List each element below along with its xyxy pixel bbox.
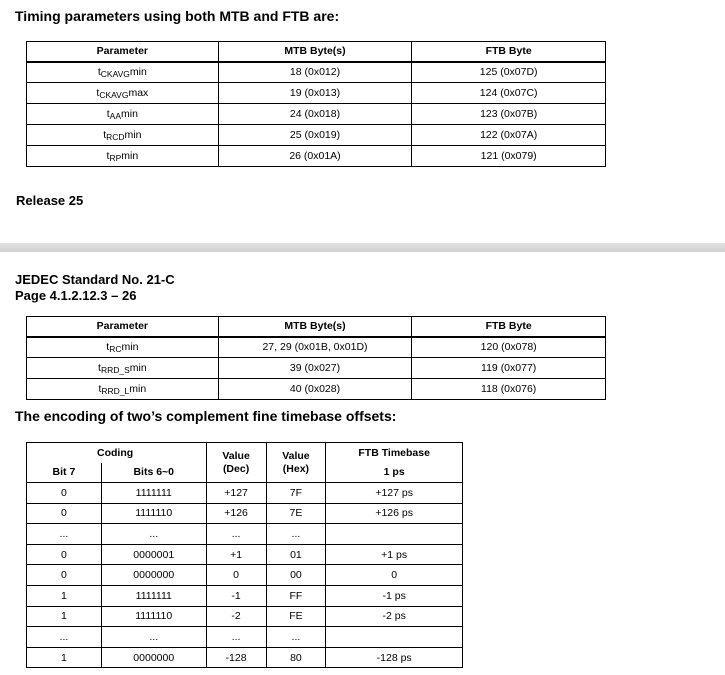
- parameter-cell: [27, 379, 219, 400]
- value-hex-cell: FF: [266, 585, 326, 606]
- ftb-timebase-cell: -2 ps: [326, 606, 463, 627]
- parameter-cell: [27, 104, 219, 125]
- mtb-cell: 18 (0x012): [218, 62, 412, 83]
- table-row: [27, 125, 606, 146]
- param-suffix: min: [129, 65, 147, 78]
- bit7-cell: 0: [27, 544, 102, 565]
- ftb-cell: 124 (0x07C): [412, 83, 606, 104]
- bits-cell: ...: [101, 524, 206, 545]
- bit7-cell: 0: [27, 503, 102, 524]
- bits-cell: 0000000: [101, 565, 206, 586]
- param-suffix: min: [121, 340, 139, 353]
- param-subscript: RRD_S: [100, 364, 130, 375]
- bit7-cell: 1: [27, 606, 102, 627]
- table-row: [27, 544, 463, 565]
- table-row: [27, 83, 606, 104]
- param-base: t: [106, 107, 110, 120]
- ftb-timebase-cell: [326, 524, 463, 545]
- table-row: [27, 565, 463, 586]
- mtb-cell: 19 (0x013): [218, 83, 412, 104]
- ftb-timebase-cell: +1 ps: [326, 544, 463, 565]
- param-suffix: max: [128, 86, 149, 99]
- value-dec-cell: ...: [206, 524, 266, 545]
- mtb-cell: 27, 29 (0x01B, 0x01D): [218, 337, 412, 358]
- ftb-unit-header: 1 ps: [326, 463, 463, 483]
- ftb-timebase-cell: 0: [326, 565, 463, 586]
- coding-header: Coding: [27, 443, 207, 463]
- table-row: [27, 647, 463, 668]
- timing-params-table-1: [26, 41, 606, 167]
- table-row: [27, 337, 606, 358]
- param-base: t: [97, 65, 101, 78]
- value-hex-cell: ...: [266, 627, 326, 648]
- section3-heading: The encoding of two’s complement fine timebase offsets:: [15, 408, 397, 424]
- param-suffix: min: [121, 107, 138, 120]
- table-row: [27, 104, 606, 125]
- value-dec-header: Value (Dec): [206, 443, 266, 483]
- value-dec-cell: +127: [206, 483, 266, 504]
- value-hex-cell: 7F: [266, 483, 326, 504]
- value-hex-cell: FE: [266, 606, 326, 627]
- bit7-cell: 1: [27, 647, 102, 668]
- table-row: [27, 606, 463, 627]
- table-row: [27, 585, 463, 606]
- ftb-cell: 118 (0x076): [412, 379, 606, 400]
- ftb-cell: 125 (0x07D): [412, 62, 606, 83]
- section1-heading: Timing parameters using both MTB and FTB are:: [15, 8, 340, 24]
- release-label: Release 25: [16, 193, 84, 208]
- mtb-cell: 25 (0x019): [218, 125, 412, 146]
- table-row: [27, 503, 463, 524]
- bit7-cell: ...: [27, 524, 102, 545]
- bits-cell: 0000001: [101, 544, 206, 565]
- param-subscript: CKAVG: [100, 68, 130, 79]
- param-suffix: min: [121, 149, 139, 162]
- bits-cell: 1111111: [101, 483, 206, 504]
- mtb-cell: 26 (0x01A): [218, 146, 412, 167]
- bits-cell: 1111110: [101, 606, 206, 627]
- value-hex-cell: 7E: [266, 503, 326, 524]
- col-header-ftb: FTB Byte: [412, 42, 606, 62]
- col-header-parameter: Parameter: [27, 42, 219, 62]
- value-dec-cell: +1: [206, 544, 266, 565]
- value-dec-cell: +126: [206, 503, 266, 524]
- parameter-cell: [27, 358, 219, 379]
- parameter-cell: [27, 83, 219, 104]
- bits-cell: 1111110: [101, 503, 206, 524]
- ftb-cell: 123 (0x07B): [412, 104, 606, 125]
- ftb-cell: 120 (0x078): [412, 337, 606, 358]
- param-base: t: [103, 128, 107, 141]
- param-base: t: [98, 361, 101, 374]
- ftb-cell: 119 (0x077): [412, 358, 606, 379]
- param-subscript: RC: [109, 343, 122, 354]
- bit7-cell: 1: [27, 585, 102, 606]
- col-header-parameter: Parameter: [27, 317, 219, 337]
- param-base: t: [106, 149, 110, 162]
- bits-cell: 0000000: [101, 647, 206, 668]
- mtb-cell: 39 (0x027): [218, 358, 412, 379]
- bits60-header: Bits 6~0: [101, 463, 206, 483]
- parameter-cell: [27, 62, 219, 83]
- value-hex-cell: ...: [266, 524, 326, 545]
- param-subscript: CKAVG: [99, 89, 129, 100]
- parameter-cell: [27, 125, 219, 146]
- param-subscript: AA: [109, 110, 122, 121]
- bits-cell: ...: [101, 627, 206, 648]
- parameter-cell: [27, 146, 219, 167]
- param-subscript: RRD_L: [101, 385, 130, 396]
- table-row: [27, 358, 606, 379]
- table-row: [27, 524, 463, 545]
- ftb-timebase-cell: [326, 627, 463, 648]
- value-dec-cell: -2: [206, 606, 266, 627]
- value-dec-cell: -128: [206, 647, 266, 668]
- param-subscript: RCD: [106, 131, 125, 142]
- value-hex-header: Value (Hex): [266, 443, 326, 483]
- table-row: [27, 62, 606, 83]
- param-suffix: min: [129, 361, 147, 374]
- table-row: [27, 627, 463, 648]
- mtb-cell: 24 (0x018): [218, 104, 412, 125]
- param-base: t: [98, 382, 102, 395]
- ftb-timebase-header: FTB Timebase: [326, 443, 463, 463]
- col-header-mtb: MTB Byte(s): [218, 317, 412, 337]
- col-header-mtb: MTB Byte(s): [218, 42, 412, 62]
- ftb-cell: 121 (0x079): [412, 146, 606, 167]
- ftb-cell: 122 (0x07A): [412, 125, 606, 146]
- page-header: [15, 272, 175, 304]
- table-row: [27, 379, 606, 400]
- col-header-ftb: FTB Byte: [412, 317, 606, 337]
- page-number: Page 4.1.2.12.3 – 26: [15, 288, 137, 303]
- param-base: t: [96, 86, 100, 99]
- param-suffix: min: [129, 382, 147, 395]
- bit7-cell: 0: [27, 483, 102, 504]
- bit7-cell: 0: [27, 565, 102, 586]
- bit7-header: Bit 7: [27, 463, 102, 483]
- ftb-timebase-cell: -1 ps: [326, 585, 463, 606]
- value-dec-cell: ...: [206, 627, 266, 648]
- value-dec-cell: -1: [206, 585, 266, 606]
- mtb-cell: 40 (0x028): [218, 379, 412, 400]
- value-hex-cell: 80: [266, 647, 326, 668]
- parameter-cell: [27, 337, 219, 358]
- standard-title: JEDEC Standard No. 21-C: [15, 272, 175, 287]
- page-divider: [0, 243, 725, 252]
- ftb-timebase-cell: +127 ps: [326, 483, 463, 504]
- table-row: [27, 146, 606, 167]
- bits-cell: 1111111: [101, 585, 206, 606]
- ftb-timebase-cell: +126 ps: [326, 503, 463, 524]
- value-dec-cell: 0: [206, 565, 266, 586]
- param-base: t: [106, 340, 110, 353]
- table-row: [27, 483, 463, 504]
- bit7-cell: ...: [27, 627, 102, 648]
- timing-params-table-2: [26, 316, 606, 400]
- value-hex-cell: 01: [266, 544, 326, 565]
- ftb-timebase-cell: -128 ps: [326, 647, 463, 668]
- ftb-encoding-table: [26, 442, 463, 668]
- param-subscript: RP: [109, 152, 122, 163]
- param-suffix: min: [124, 128, 142, 141]
- value-hex-cell: 00: [266, 565, 326, 586]
